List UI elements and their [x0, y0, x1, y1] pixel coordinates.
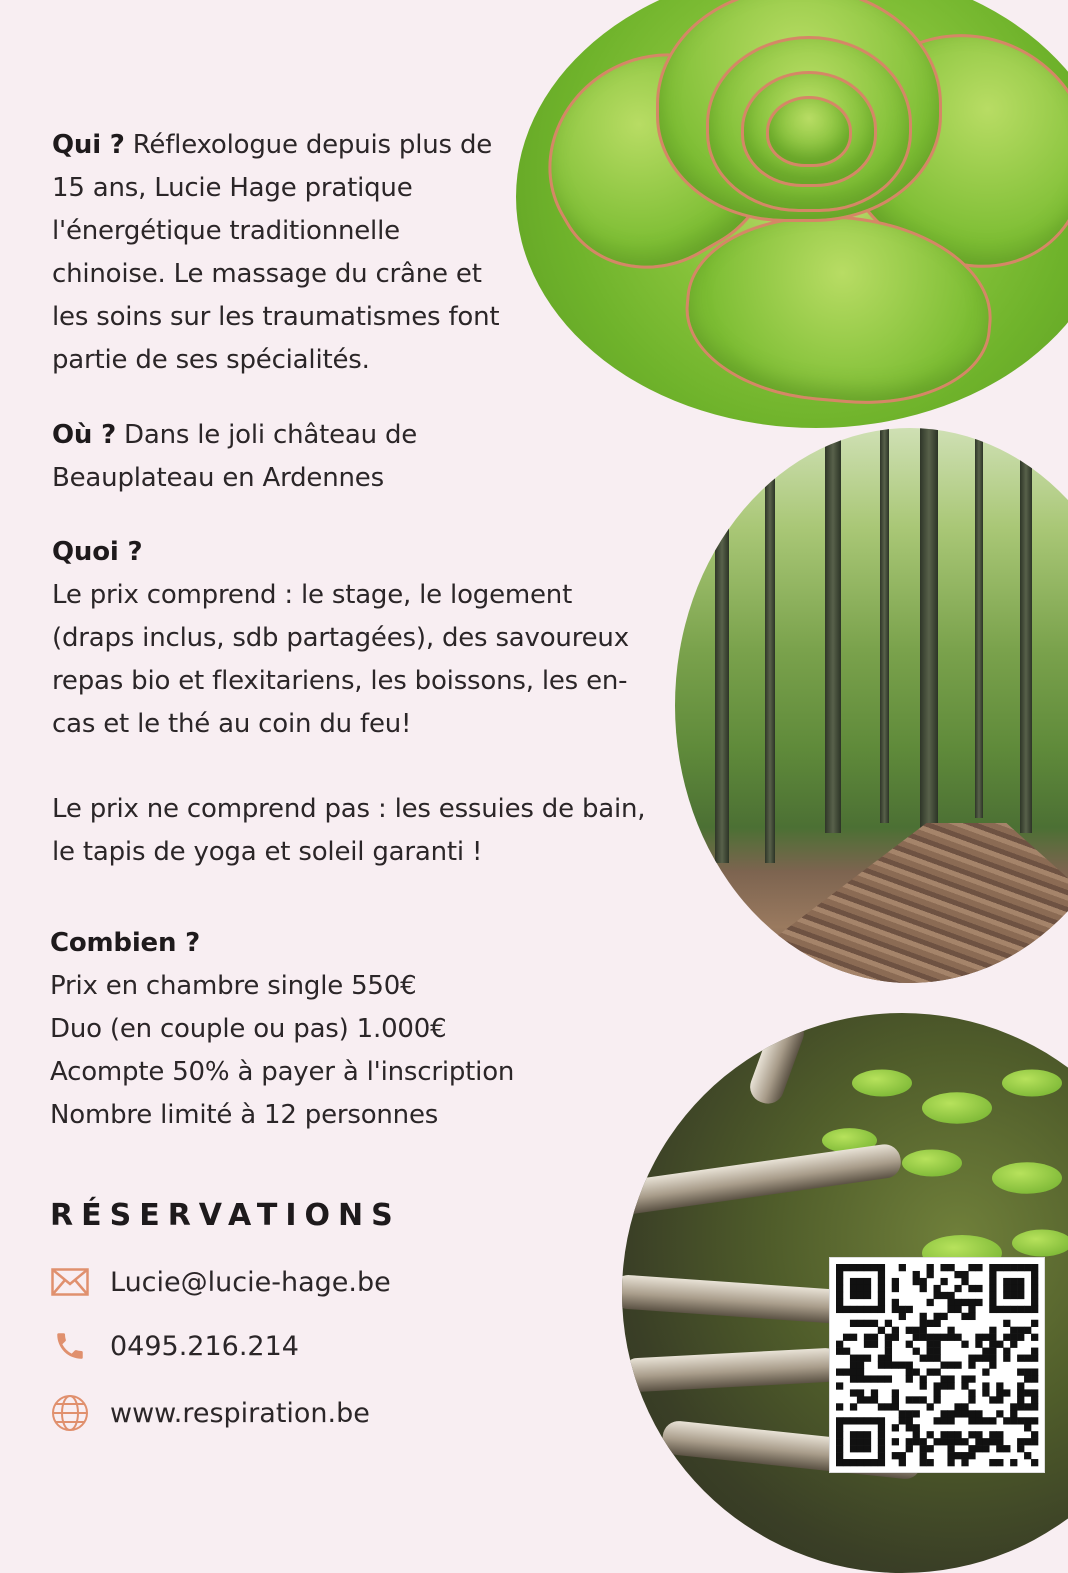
quoi-line: cas et le thé au coin du feu! — [52, 709, 412, 739]
qui-line: l'énergétique traditionnelle — [52, 216, 400, 246]
combien-line: Duo (en couple ou pas) 1.000€ — [50, 1014, 447, 1044]
excluded-line: Le prix ne comprend pas : les essuies de bain, — [52, 794, 646, 824]
globe-icon — [50, 1393, 90, 1433]
qui-text: Réflexologue depuis plus de — [124, 130, 493, 160]
qr-code[interactable] — [830, 1258, 1044, 1472]
qui-section — [52, 124, 522, 382]
phone-icon — [50, 1326, 90, 1366]
quoi-line: (draps inclus, sdb partagées), des savoureux — [52, 623, 629, 653]
qui-line: chinoise. Le massage du crâne et — [52, 259, 482, 289]
email-contact[interactable] — [50, 1262, 391, 1302]
phone-number[interactable]: 0495.216.214 — [110, 1330, 299, 1362]
combien-label: Combien ? — [50, 928, 201, 958]
qui-label: Qui ? — [52, 130, 125, 160]
excluded-section — [52, 788, 672, 874]
ou-label: Où ? — [52, 420, 116, 450]
combien-line: Prix en chambre single 550€ — [50, 971, 417, 1001]
combien-line: Acompte 50% à payer à l'inscription — [50, 1057, 515, 1087]
quoi-label: Quoi ? — [52, 537, 143, 567]
ou-line: Beauplateau en Ardennes — [52, 463, 384, 493]
website-contact[interactable] — [50, 1393, 370, 1433]
quoi-line: repas bio et flexitariens, les boissons, les en- — [52, 666, 628, 696]
quoi-section — [52, 531, 672, 746]
qui-line: 15 ans, Lucie Hage pratique — [52, 173, 413, 203]
combien-section — [50, 922, 610, 1137]
excluded-line: le tapis de yoga et soleil garanti ! — [52, 837, 483, 867]
quoi-line: Le prix comprend : le stage, le logement — [52, 580, 573, 610]
combien-line: Nombre limité à 12 personnes — [50, 1100, 439, 1130]
qui-line: les soins sur les traumatismes font — [52, 302, 500, 332]
succulent-photo — [516, 0, 1068, 428]
qr-code-graphic — [830, 1258, 1044, 1472]
mail-icon — [50, 1262, 90, 1302]
email-link[interactable]: Lucie@lucie-hage.be — [110, 1266, 391, 1298]
ou-section — [52, 414, 522, 500]
forest-photo — [675, 428, 1068, 983]
website-link[interactable]: www.respiration.be — [110, 1397, 370, 1429]
qui-line: partie de ses spécialités. — [52, 345, 370, 375]
reservations-title: RÉSERVATIONS — [50, 1198, 401, 1233]
ou-text: Dans le joli château de — [115, 420, 418, 450]
phone-contact[interactable] — [50, 1326, 299, 1366]
